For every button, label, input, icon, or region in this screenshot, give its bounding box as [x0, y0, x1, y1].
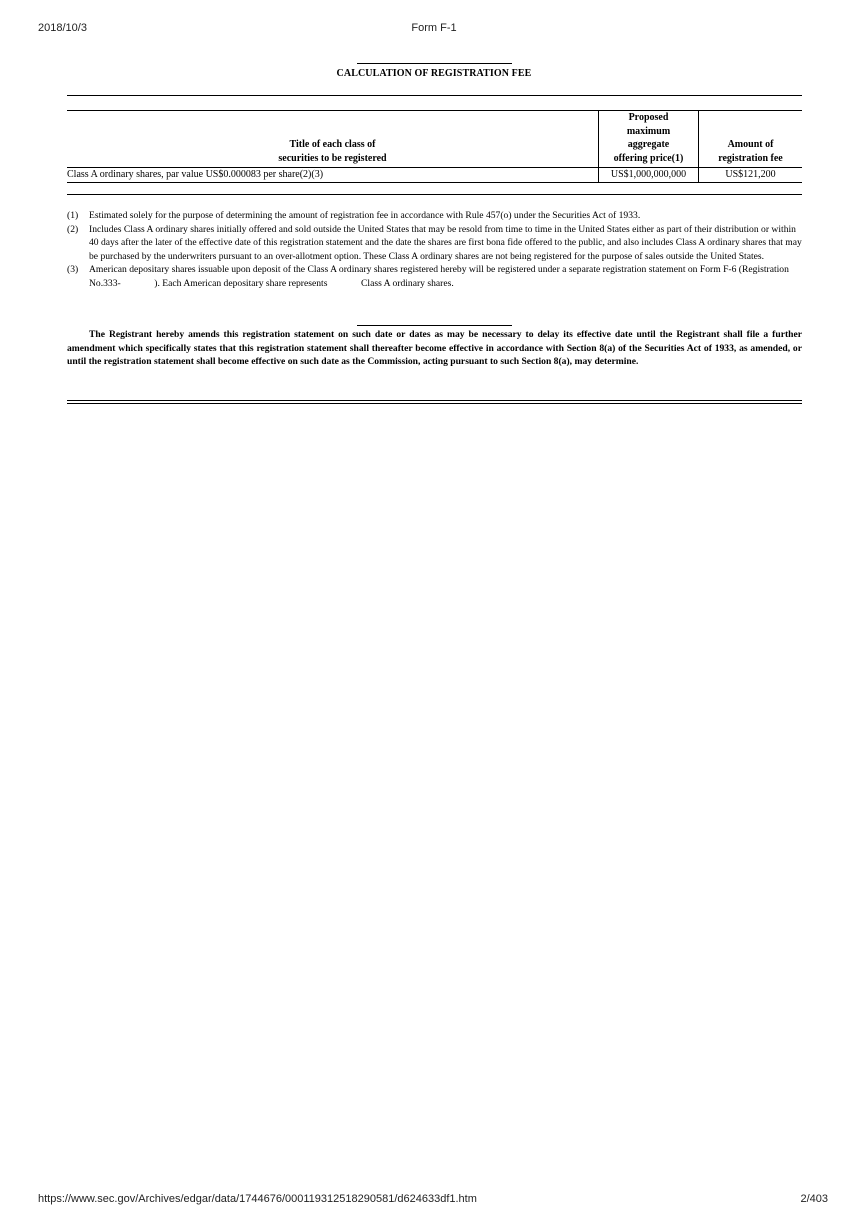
header-title-line-1: Title of each class of — [289, 139, 376, 150]
closing-rule-bottom — [67, 403, 802, 404]
header-fee-line-1: Amount of — [727, 139, 774, 150]
table-row — [67, 168, 802, 183]
footnote-text: Includes Class A ordinary shares initially offered and sold outside the United States that may be resold from time to time in the United States either as part of their distribution or within 40 days after the later of the effective date of this registration statement and the date the shares are first bona fide offered to the public, and also includes Class A ordinary shares that may be purchased by the underwriters pursuant to an over-allotment option. These Class A ordinary shares are not being registered for the purpose of sales outside the United States. — [89, 223, 802, 262]
row-offering-price: US$1,000,000,000 — [599, 168, 699, 183]
table-bottom-rule — [67, 194, 802, 195]
print-date: 2018/10/3 — [38, 22, 87, 34]
footnote-number: (3) — [67, 264, 79, 275]
title-divider — [357, 63, 512, 64]
table-header-row — [67, 111, 802, 168]
table-top-rule — [67, 95, 802, 96]
footnote-3 — [67, 263, 802, 290]
document-form-name: Form F-1 — [411, 22, 457, 34]
header-price-line-3: aggregate — [627, 139, 670, 150]
amendment-divider — [357, 325, 512, 326]
delaying-amendment-statement: The Registrant hereby amends this registration statement on such date or dates as may be necessary to delay its effective date until the Registrant shall file a further amendment which specifically states that this registration statement shall thereafter become effective in accordance with Section 8(a) of the Securities Act of 1933, as amended, or until the registration statement shall become effective on such date as the Commission, acting pursuant to such Section 8(a), may determine. — [67, 329, 802, 368]
page-number: 2/403 — [800, 1193, 828, 1205]
registration-fee-table — [67, 110, 802, 183]
header-registration-fee — [699, 111, 803, 168]
header-proposed-max-price — [599, 111, 699, 168]
header-title-of-securities — [67, 111, 599, 168]
header-fee-line-2: registration fee — [718, 152, 783, 164]
header-price-line-1: Proposed — [628, 112, 669, 123]
row-security-title: Class A ordinary shares, par value US$0.000083 per share(2)(3) — [67, 168, 599, 183]
footnotes — [67, 209, 802, 290]
footnote-text: American depositary shares issuable upon deposit of the Class A ordinary shares registered hereby will be registered under a separate registration statement on Form F-6 (Registration No.333- ). Each American depositary share represents Class A ordinary shares. — [89, 264, 792, 289]
header-price-line-4: offering price(1) — [613, 152, 684, 164]
footnote-number: (1) — [67, 210, 79, 221]
footnote-1 — [67, 209, 802, 223]
closing-rule-top — [67, 400, 802, 401]
page-title: CALCULATION OF REGISTRATION FEE — [336, 68, 532, 79]
footnote-text: Estimated solely for the purpose of determining the amount of registration fee in accordance with Rule 457(o) under the Securities Act of 1933. — [89, 210, 641, 221]
header-title-line-2: securities to be registered — [278, 152, 387, 164]
footnote-2 — [67, 223, 802, 264]
row-registration-fee: US$121,200 — [699, 168, 803, 183]
footnote-number: (2) — [67, 223, 79, 235]
source-url-link[interactable]: https://www.sec.gov/Archives/edgar/data/1744676/000119312518290581/d624633df1.htm — [38, 1193, 477, 1205]
header-price-line-2: maximum — [626, 125, 671, 137]
